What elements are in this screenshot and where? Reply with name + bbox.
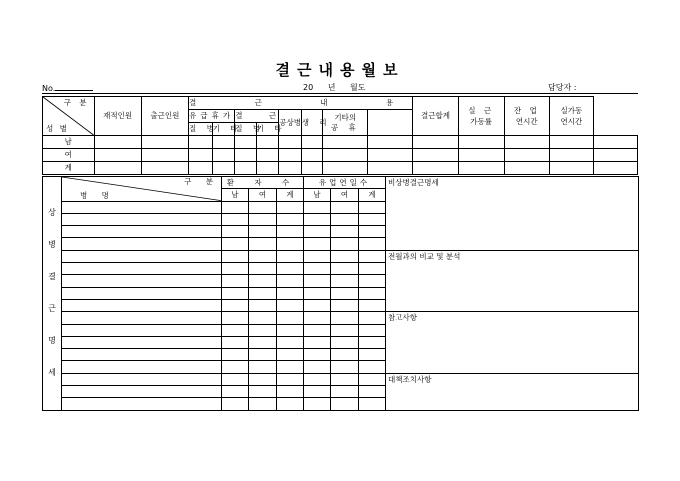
division-label: 구 분 [184, 177, 219, 186]
col-actual-2: 연시간 [560, 117, 583, 126]
col-actual [549, 97, 593, 136]
manager-field: 담당자 : [548, 83, 577, 92]
section-comparison[interactable]: 전월과의 비교 및 분석 [386, 250, 639, 311]
col-operating-1: 실 근 [468, 105, 495, 115]
col-actual-1: 실가동 [560, 105, 583, 115]
corner-bottom-label: 성 별 [46, 123, 69, 133]
sub-col-male-2: 남 [304, 189, 331, 201]
year-month [303, 82, 377, 93]
detail-row [43, 373, 639, 385]
side-char-1: 상 [48, 208, 56, 218]
sub-absence: 결 근 [235, 110, 279, 123]
side-char-3: 결 [48, 272, 56, 282]
sub-other-paid: 기 타 [212, 123, 235, 136]
no-field[interactable] [55, 82, 93, 91]
no-label: No. [42, 84, 56, 93]
name-header: 병 명 [80, 191, 115, 201]
month-unit: 월도 [350, 83, 366, 92]
sub-col-female-1: 여 [249, 189, 277, 201]
division-header [62, 177, 222, 202]
col-attended: 출근인원 [141, 97, 188, 136]
col-total: 결근합계 [413, 97, 458, 136]
side-char-2: 병 [48, 240, 56, 250]
corner-top-label: 구 분 [63, 98, 90, 107]
sub-paid-leave: 유급휴가 [189, 110, 235, 123]
detail-row [43, 312, 639, 324]
sub-col-total-1: 계 [277, 189, 304, 201]
col-enrolled: 재적인원 [94, 97, 141, 136]
row-label-female: 여 [43, 149, 95, 162]
col-operating-2: 가동률 [470, 117, 492, 126]
row-label-male: 남 [43, 136, 95, 149]
col-other-holiday-1: 기타의 [334, 112, 357, 122]
section-non-illness[interactable]: 비상병결근명세 [386, 177, 639, 251]
side-label [43, 177, 62, 411]
year-label: 20 [303, 83, 314, 92]
col-overtime-2: 연시간 [515, 117, 538, 126]
col-operating [458, 97, 504, 136]
paid-leave-header: 유업연일수 [304, 177, 386, 189]
side-char-6: 세 [48, 368, 56, 378]
header-rule [42, 93, 638, 94]
side-char-5: 명 [48, 336, 56, 346]
absence-summary-table [42, 96, 638, 175]
year-unit: 년 [327, 83, 336, 92]
document-number [42, 82, 93, 93]
form-title: 결근내용월보 [275, 61, 405, 79]
corner-cell [43, 97, 95, 136]
sub-col-female-2: 여 [331, 189, 359, 201]
sub-col-male-1: 남 [222, 189, 249, 201]
col-other-holiday-2: 공 휴 [330, 123, 360, 132]
side-char-4: 근 [48, 304, 56, 314]
detail-row [43, 250, 639, 262]
sub-col-total-2: 계 [359, 189, 386, 201]
row-label-total: 계 [43, 162, 95, 175]
sub-other-absence: 기 타 [256, 123, 279, 136]
col-overtime-1: 잔 업 [513, 105, 540, 115]
patients-header: 환 자 수 [222, 177, 304, 189]
sub-sick-paid: 질 병 [189, 123, 213, 136]
sub-sick-absence: 질 병 [235, 123, 256, 136]
section-countermeasures[interactable]: 대책조치사항 [386, 373, 639, 410]
section-notes[interactable]: 참고사항 [386, 312, 639, 373]
col-work-injury: 공상병 [279, 110, 302, 136]
col-menstrual: 생 리 [301, 110, 322, 136]
illness-detail-table [42, 176, 639, 411]
group-absence: 결 근 내 용 [189, 97, 413, 110]
col-overtime [504, 97, 549, 136]
